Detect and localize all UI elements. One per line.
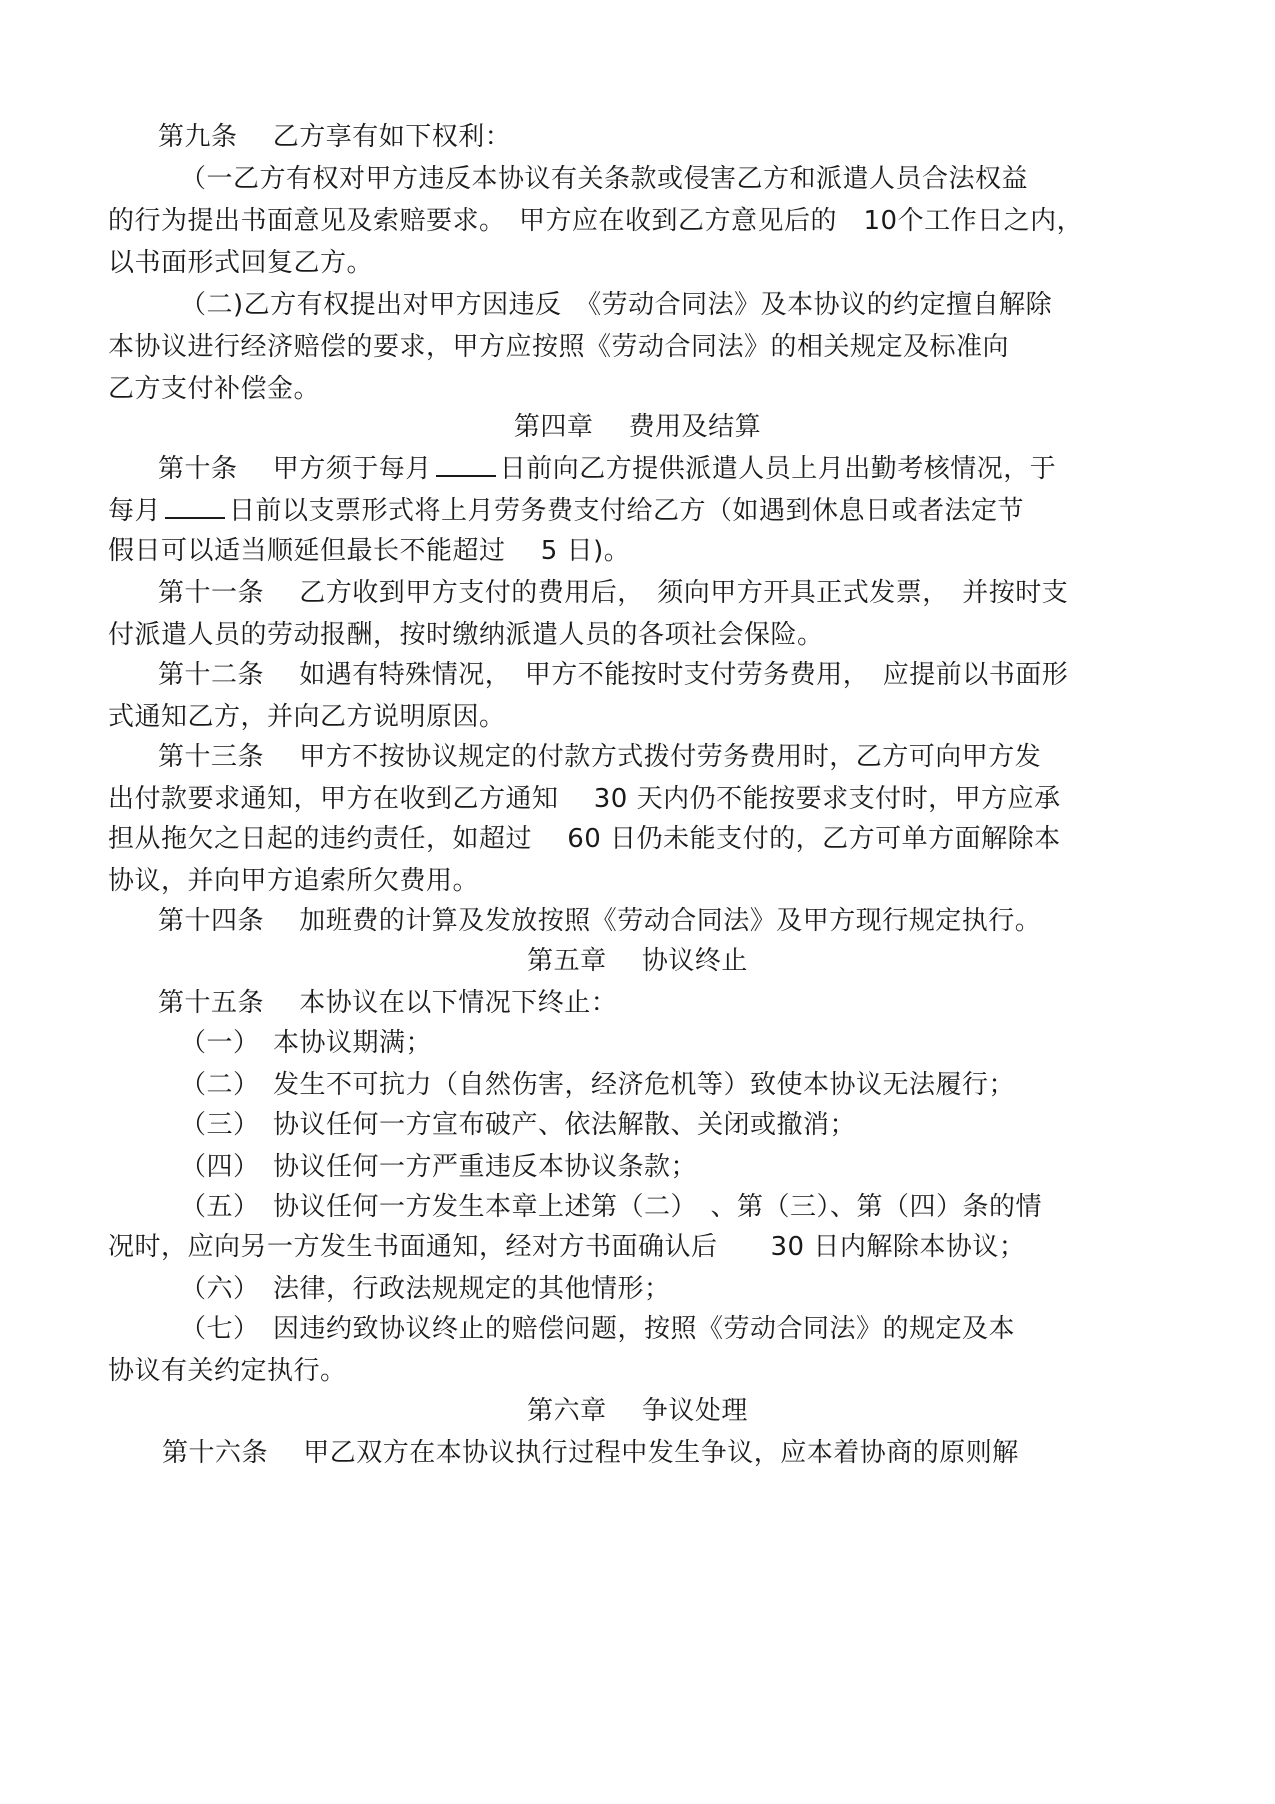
paragraph-line: 第十三条 甲方不按协议规定的付款方式拨付劳务费用时，乙方可向甲方发 bbox=[158, 742, 1042, 772]
paragraph-line: 的行为提出书面意见及索赔要求。 甲方应在收到乙方意见后的 10个工作日之内， bbox=[108, 206, 1084, 236]
article-9-heading: 第九条 乙方享有如下权利： bbox=[158, 122, 512, 152]
paragraph-line: 第十二条 如遇有特殊情况， 甲方不能按时支付劳务费用， 应提前以书面形 bbox=[158, 660, 1069, 690]
paragraph-line: 第十四条 加班费的计算及发放按照《劳动合同法》及甲方现行规定执行。 bbox=[158, 906, 1042, 936]
paragraph-line: 本协议进行经济赔偿的要求，甲方应按照《劳动合同法》的相关规定及标准向 bbox=[108, 332, 1010, 362]
list-item: （二） 发生不可抗力（自然伤害，经济危机等）致使本协议无法履行； bbox=[180, 1070, 1016, 1100]
chapter-5-heading: 第五章 协议终止 bbox=[527, 946, 748, 976]
list-item: （七） 因违约致协议终止的赔偿问题，按照《劳动合同法》的规定及本 bbox=[180, 1314, 1016, 1344]
paragraph-line: 付派遣人员的劳动报酬，按时缴纳派遣人员的各项社会保险。 bbox=[108, 620, 824, 650]
list-item: （一） 本协议期满； bbox=[180, 1028, 433, 1058]
paragraph-line: 乙方支付补偿金。 bbox=[108, 374, 321, 404]
paragraph-line: 担从拖欠之日起的违约责任，如超过 60 日仍未能支付的，乙方可单方面解除本 bbox=[108, 824, 1061, 854]
line-text: 每月 bbox=[108, 496, 162, 526]
list-item: （五） 协议任何一方发生本章上述第（二） 、第（三）、第（四）条的情 bbox=[180, 1192, 1043, 1222]
list-item: （六） 法律，行政法规规定的其他情形； bbox=[180, 1274, 671, 1304]
line-text: 第十条 甲方须于每月 bbox=[158, 454, 432, 484]
paragraph-line: 第十一条 乙方收到甲方支付的费用后， 须向甲方开具正式发票， 并按时支 bbox=[158, 578, 1069, 608]
paragraph-line: 式通知乙方，并向乙方说明原因。 bbox=[108, 702, 506, 732]
paragraph-line: （二)乙方有权提出对甲方因违反 《劳动合同法》及本协议的约定擅自解除 bbox=[180, 290, 1053, 320]
paragraph-line: 第十五条 本协议在以下情况下终止： bbox=[158, 988, 618, 1018]
list-item: （三） 协议任何一方宣布破产、依法解散、关闭或撤消； bbox=[180, 1110, 857, 1140]
paragraph-line: 协议有关约定执行。 bbox=[108, 1356, 347, 1386]
line-text: 日前向乙方提供派遣人员上月出勤考核情况，于 bbox=[499, 454, 1057, 484]
blank-underline bbox=[165, 501, 225, 519]
paragraph-line bbox=[108, 494, 1024, 528]
paragraph-line: 协议，并向甲方追索所欠费用。 bbox=[108, 866, 480, 896]
line-text: 日前以支票形式将上月劳务费支付给乙方（如遇到休息日或者法定节 bbox=[229, 496, 1025, 526]
paragraph-line bbox=[158, 452, 1056, 486]
paragraph-line: 出付款要求通知，甲方在收到乙方通知 30 天内仍不能按要求支付时，甲方应承 bbox=[108, 784, 1061, 814]
paragraph-line: 以书面形式回复乙方。 bbox=[108, 248, 374, 278]
paragraph-line: 况时，应向另一方发生书面通知，经对方书面确认后 30 日内解除本协议； bbox=[108, 1232, 1026, 1262]
chapter-6-heading: 第六章 争议处理 bbox=[527, 1396, 748, 1426]
paragraph-line: 第十六条 甲乙双方在本协议执行过程中发生争议，应本着协商的原则解 bbox=[162, 1438, 1019, 1468]
blank-underline bbox=[436, 459, 496, 477]
paragraph-line: （一乙方有权对甲方违反本协议有关条款或侵害乙方和派遣人员合法权益 bbox=[180, 164, 1029, 194]
paragraph-line: 假日可以适当顺延但最长不能超过 5 日)。 bbox=[108, 536, 631, 566]
list-item: （四） 协议任何一方严重违反本协议条款； bbox=[180, 1152, 698, 1182]
chapter-4-heading: 第四章 费用及结算 bbox=[513, 412, 762, 442]
